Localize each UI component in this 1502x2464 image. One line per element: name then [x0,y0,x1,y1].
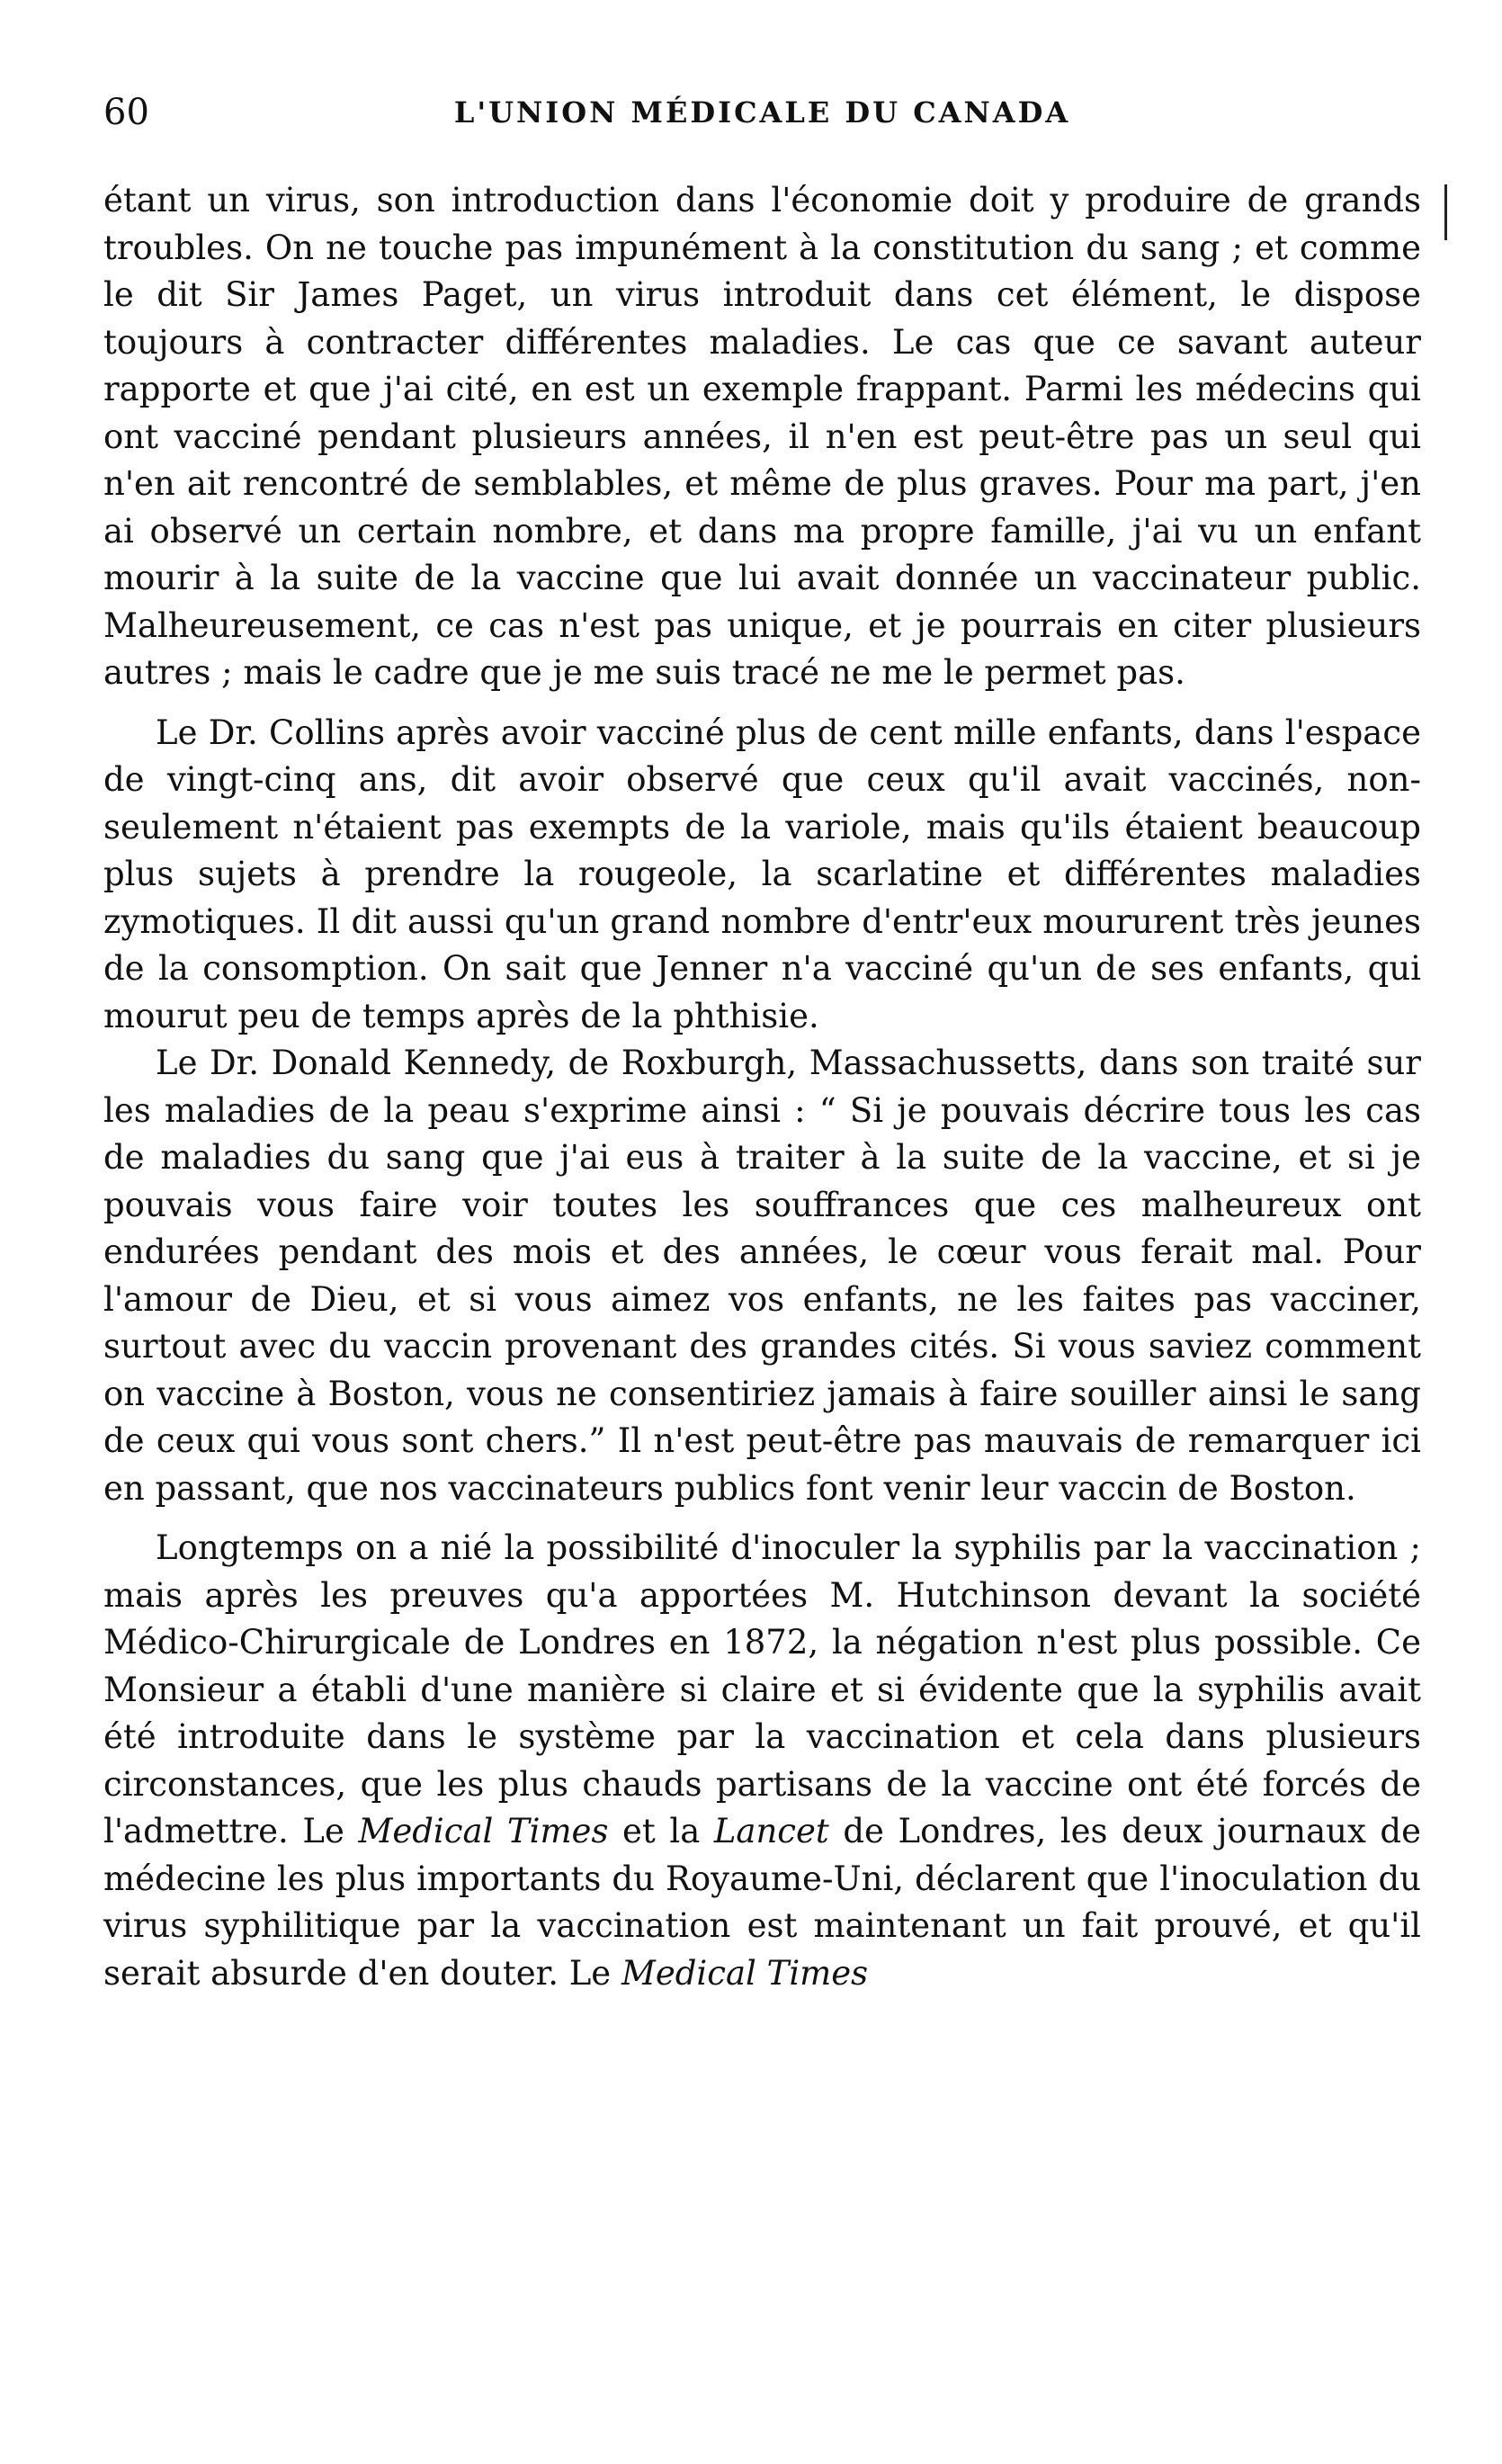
running-head [103,85,1421,139]
paragraph-4-text-b: et la [608,1812,714,1850]
paragraph-4-text-a: Longtemps on a nié la possibilité d'inoculer la syphilis par la vaccination ; mais après les preuves qu'a apportées M. Hutchinson devant la société Médico-Chirurgicale de Londres en 1872, la négation n'est plus possible. Ce Monsieur a établi d'une manière si claire et si évidente que la syphilis avait été introduite dans le système par la vaccination et cela dans plusieurs circonstances, que les plus chauds partisans de la vaccine ont été forcés de l'admettre. Le [103,1528,1421,1850]
paragraph-3: Le Dr. Donald Kennedy, de Roxburgh, Massachussetts, dans son traité sur les maladies de la peau s'exprime ainsi : “ Si je pouvais décrire tous les cas de maladies du sang que j'ai eus à traiter à la suite de la vaccine, et si je pouvais vous faire voir toutes les souffrances que ces malheureux ont endurées pendant des mois et des années, le cœur vous ferait mal. Pour l'amour de Dieu, et si vous aimez vos enfants, ne les faites pas vacciner, surtout avec du vaccin provenant des grandes cités. Si vous saviez comment on vaccine à Boston, vous ne consentiriez jamais à faire souiller ainsi le sang de ceux qui vous sont chers.” Il n'est peut-être pas mauvais de remarquer ici en passant, que nos vaccinateurs publics font venir leur vaccin de Boston. [103,1044,1421,1508]
paragraph-4-text-c: de Londres, les deux journaux de médecine les plus importants du Royaume-Uni, déclarent que l'inoculation du virus syphilitique par la vaccination est maintenant un fait prouvé, et qu'il serait absurde d'en douter. Le [103,1812,1421,1993]
journal-title: L'UNION MÉDICALE DU CANADA [453,95,1071,130]
paragraph-4-journal-lancet: Lancet [713,1812,829,1850]
page-number: 60 [103,92,149,133]
paragraph-4 [103,1525,1421,1997]
body-text [103,177,1421,1997]
paragraph-2: Le Dr. Collins après avoir vacciné plus de cent mille enfants, dans l'espace de vingt-cinq ans, dit avoir observé que ceux qu'il avait vaccinés, non-seulement n'étaient pas exempts de la variole, mais qu'ils étaient beaucoup plus sujets à prendre la rougeole, la scarlatine et différentes maladies zymotiques. Il dit aussi qu'un grand nombre d'entr'eux moururent très jeunes de la consomption. On sait que Jenner n'a vacciné qu'un de ses enfants, qui mourut peu de temps après de la phthisie. [103,712,1421,1035]
margin-rule [1444,184,1447,240]
paragraph-4-journal-medical-times: Medical Times [358,1812,609,1850]
paragraph-4-journal-medical-times-2: Medical Times [621,1953,869,1993]
paragraph-1: étant un virus, son introduction dans l'économie doit y produire de grands troubles. On ne touche pas impunément à la constitution du sang ; et comme le dit Sir James Paget, un virus introduit dans cet élément, le dispose toujours à contracter différentes maladies. Le cas que ce savant auteur rapporte et que j'ai cité, en est un exemple frappant. Parmi les médecins qui ont vacciné pendant plusieurs années, il n'en est peut-être pas un seul qui n'en ait rencontré de semblables, et même de plus graves. Pour ma part, j'en ai observé un certain nombre, et dans ma propre famille, j'ai vu un enfant mourir à la suite de la vaccine que lui avait donnée un vaccinateur public. Malheureusement, ce cas n'est pas unique, et je pourrais en citer plusieurs autres ; mais le cadre que je me suis tracé ne me le permet pas. [103,181,1421,692]
